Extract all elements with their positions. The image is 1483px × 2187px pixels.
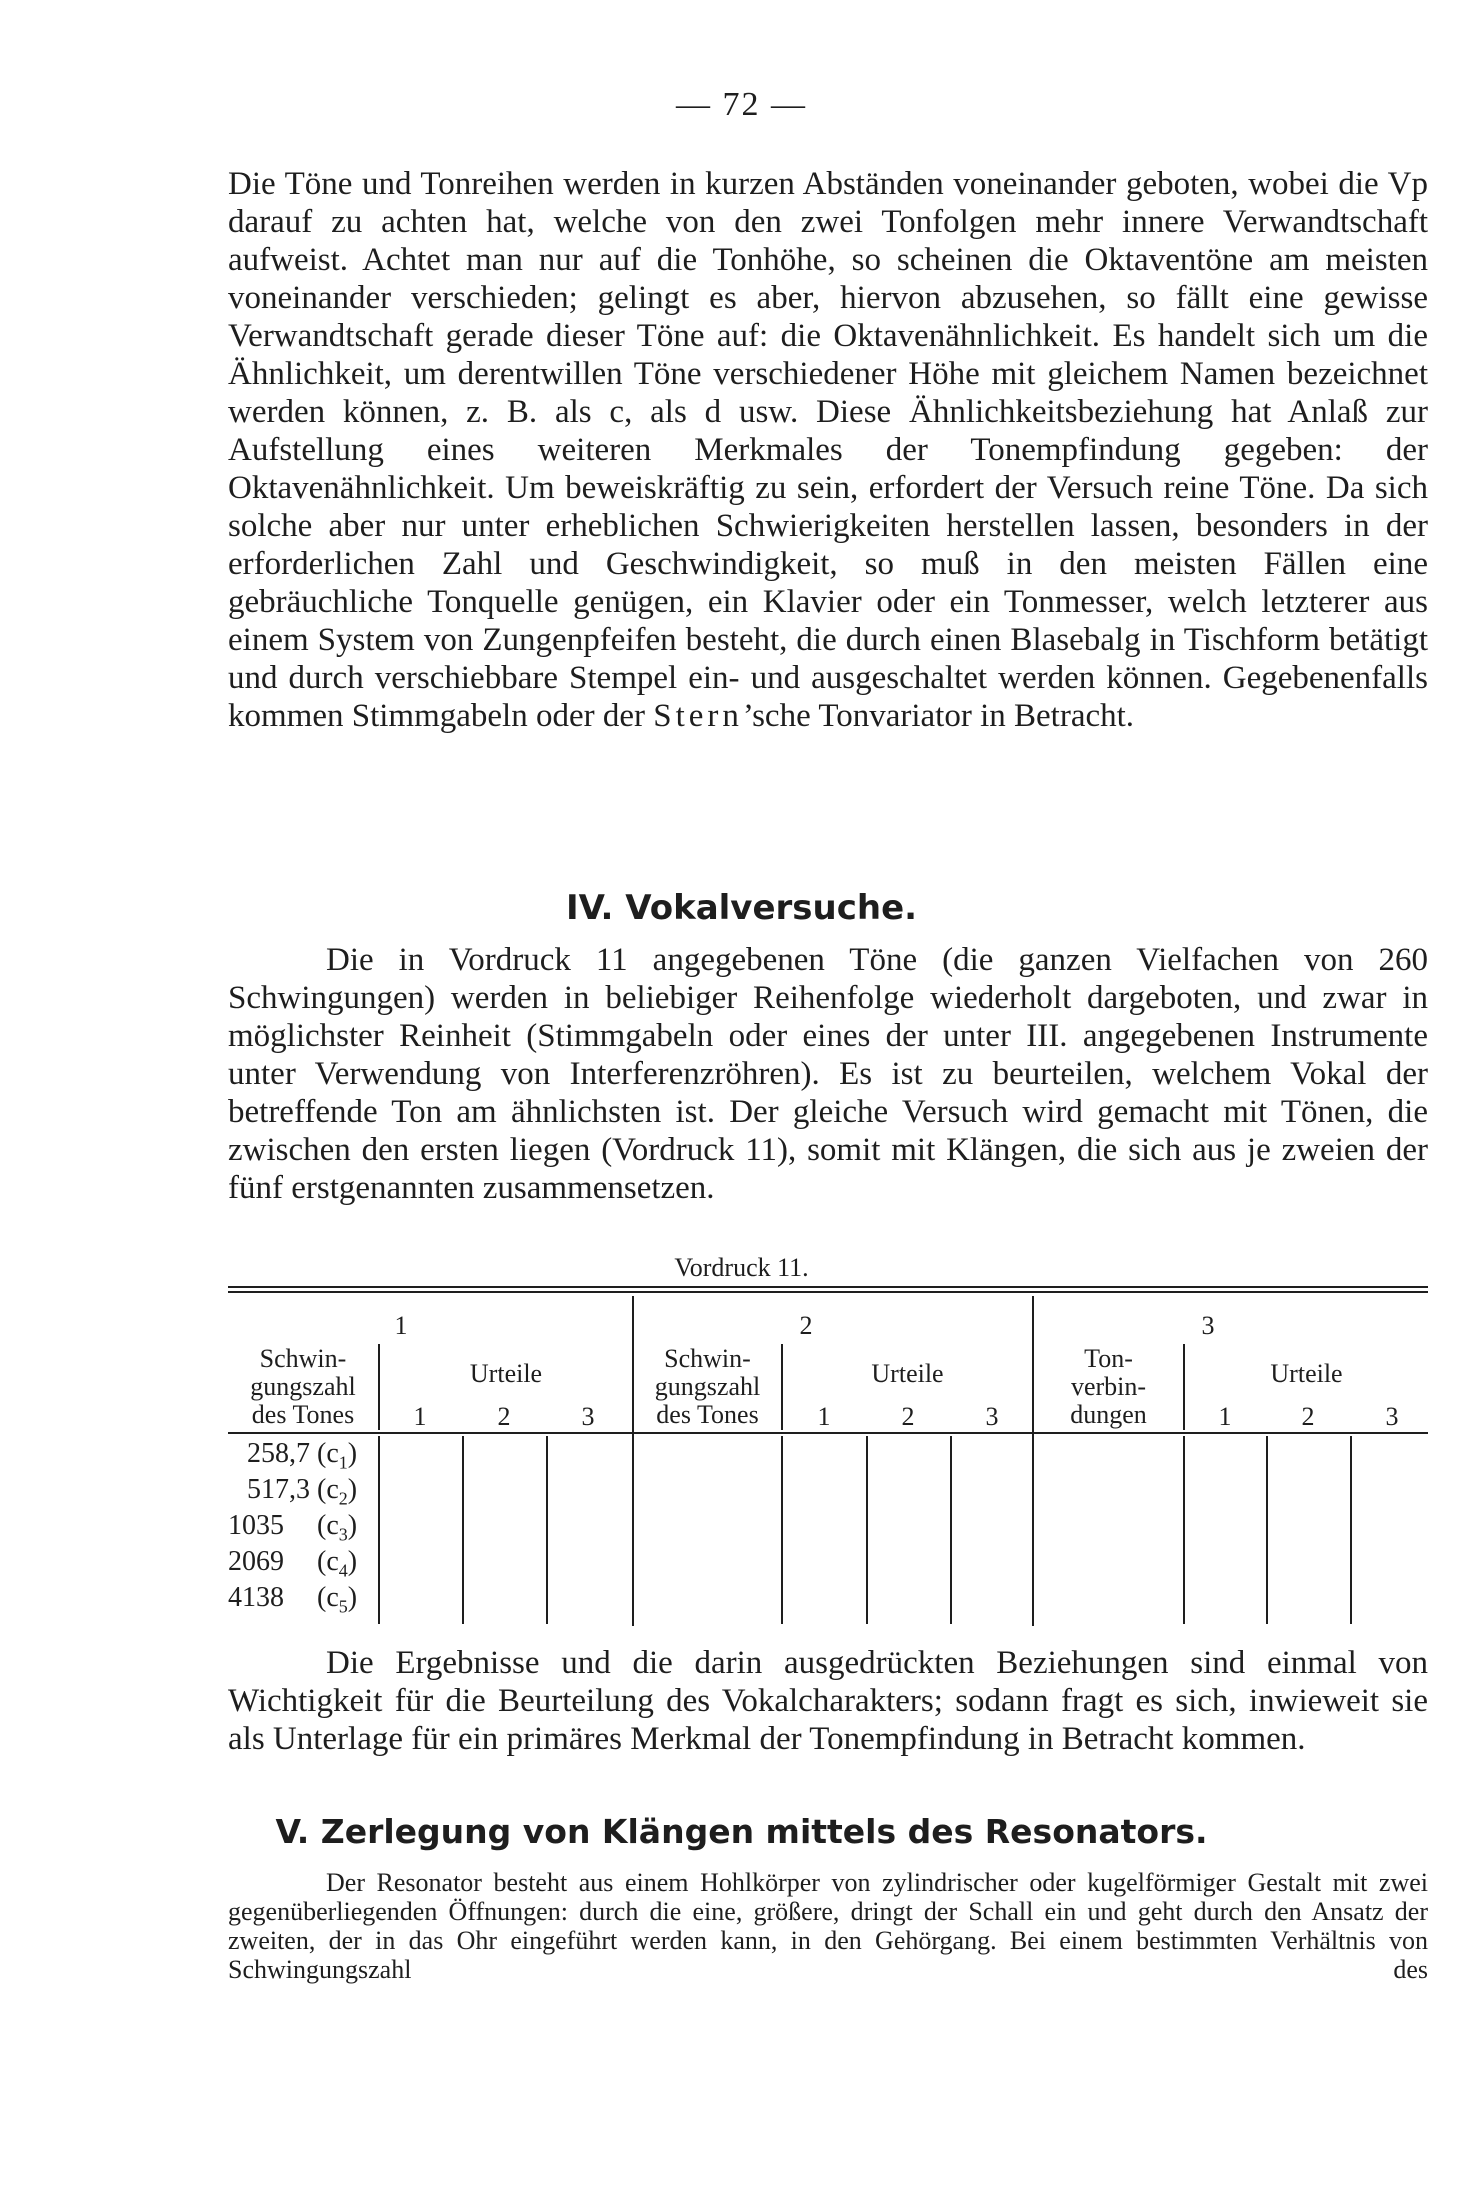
section-iv-paragraph: Die in Vordruck 11 angegebenen Töne (die ganzen Vielfachen von 260 Schwingungen) werden in beliebiger Reihenfolge wiederholt dargeboten, und zwar in möglichster Reinheit (Stimmgabeln oder eines der unter III. angegebenen Instrumente unter Verwendung von Interferenzröhren). Es ist zu beurteilen, welchem Vokal der betreffende Ton am ähnlichsten ist. Der gleiche Versuch wird gemacht mit Tönen, die zwischen den ersten liegen (Vordruck 11), somit mit Klängen, die sich aus je zweien der fünf erstgenannten zusammensetzen.	[228, 942, 1428, 1206]
row-frequency: 1035	[228, 1510, 284, 1541]
table-header-rule	[228, 1432, 1428, 1434]
body-divider	[1266, 1436, 1268, 1624]
body-divider	[781, 1436, 783, 1624]
body-divider	[1183, 1436, 1185, 1624]
sub-number: 1	[1218, 1402, 1232, 1431]
table-top-rule	[228, 1286, 1428, 1288]
body-divider	[866, 1436, 868, 1624]
row-frequency: 4138	[228, 1582, 284, 1613]
group-number-2: 2	[799, 1311, 813, 1340]
row-frequency: 258,7	[247, 1438, 310, 1469]
urteile-header: Urteile	[1270, 1359, 1343, 1388]
body-divider	[462, 1436, 464, 1624]
row-note: $(c_1)$	[317, 1438, 358, 1473]
body-divider	[378, 1436, 380, 1624]
row-frequency: 517,3	[247, 1474, 310, 1505]
table-row	[228, 1510, 368, 1551]
row-note: $(c_2)$	[317, 1474, 358, 1509]
intro-spaced-name: Stern	[653, 698, 743, 734]
section-v-paragraph: Der Resonator besteht aus einem Hohlkörper von zylindrischer oder kugelförmiger Gestalt mit zwei gegenüberliegenden Öffnungen: durch die eine, größere, dringt der Schall ein und geht durch den Ansatz der zweiten, der in das Ohr eingeführt werden kann, in den Gehörgang. Bei einem bestimmten Verhältnis von Schwingungszahl des	[228, 1868, 1428, 1984]
row-note: $(c_5)$	[317, 1582, 358, 1617]
urteile-header: Urteile	[469, 1359, 543, 1388]
intro-paragraph	[228, 165, 1428, 735]
table-row	[228, 1546, 368, 1587]
sub-number: 3	[1385, 1402, 1399, 1431]
intro-text: Die Töne und Tonreihen werden in kurzen Abständen voneinander geboten, wobei die Vp darauf zu achten hat, welche von den zwei Tonfolgen mehr innere Verwandtschaft aufweist. Achtet man nur auf die Tonhöhe, so scheinen die Oktaventöne am meisten voneinander verschieden; gelingt es aber, hiervon abzusehen, so fällt eine gewisse Verwandtschaft gerade dieser Töne auf: die Oktavenähnlichkeit. Es handelt sich um die Ähnlichkeit, um derentwillen Töne verschiedener Höhe mit gleichem Namen bezeichnet werden können, z. B. als c, als d usw. Diese Ähnlichkeitsbeziehung hat Anlaß zur Aufstellung eines weiteren Merkmales der Tonempfindung gegeben: der Oktavenähnlichkeit. Um beweiskräftig zu sein, erfordert der Versuch reine Töne. Da sich solche aber nur unter erheblichen Schwierigkeiten herstellen lassen, besonders in der erforderlichen Zahl und Geschwindigkeit, so muß in den meisten Fällen eine gebräuchliche Tonquelle genügen, ein Klavier oder ein Tonmesser, welch letzterer aus einem System von Zungenpfeifen besteht, die durch einen Blasebalg in Tischform betätigt und durch verschiebbare Stempel ein- und ausgeschaltet werden können. Gegebenenfalls kommen Stimmgabeln oder der	[228, 166, 1428, 734]
page-number: — 72 —	[676, 86, 807, 123]
after-table-paragraph: Die Ergebnisse und die darin ausgedrückten Beziehungen sind einmal von Wichtigkeit für die Beurteilung des Vokalcharakters; sodann fragt es sich, inwieweit sie als Unterlage für ein primäres Merkmal der Tonempfindung in Betracht kommen.	[228, 1645, 1428, 1757]
table-row	[228, 1582, 368, 1623]
sub-number: 2	[497, 1402, 511, 1431]
urteile-header: Urteile	[871, 1359, 944, 1388]
row-note: $(c_3)$	[317, 1510, 358, 1545]
group-number-1: 1	[394, 1311, 408, 1340]
sub-number: 2	[1301, 1402, 1315, 1431]
section-v-heading: V. Zerlegung von Klängen mittels des Resonators.	[275, 1812, 1208, 1851]
row-frequency: 2069	[228, 1546, 284, 1577]
sub-number: 1	[817, 1402, 831, 1431]
freq-column-header: Schwin- gungszahl des Tones	[654, 1344, 761, 1429]
sub-number: 1	[413, 1402, 427, 1431]
body-divider	[1350, 1436, 1352, 1624]
row-note: $(c_4)$	[317, 1546, 358, 1581]
body-divider	[950, 1436, 952, 1624]
body-divider	[546, 1436, 548, 1624]
table-row	[228, 1474, 368, 1515]
sub-number: 2	[901, 1402, 915, 1431]
freq-column-header: Schwin- gungszahl des Tones	[250, 1344, 356, 1429]
sub-number: 3	[581, 1402, 595, 1431]
sub-number: 3	[985, 1402, 999, 1431]
intro-tail: ’sche Tonvariator in Betracht.	[742, 698, 1135, 734]
table-caption: Vordruck 11.	[674, 1253, 809, 1282]
section-iv-heading: IV. Vokalversuche.	[565, 888, 918, 928]
group-number-3: 3	[1201, 1311, 1215, 1340]
tonverbindungen-header: Ton- verbin- dungen	[1070, 1344, 1147, 1429]
table-row	[228, 1438, 368, 1479]
table-top-rule-2	[228, 1291, 1428, 1293]
